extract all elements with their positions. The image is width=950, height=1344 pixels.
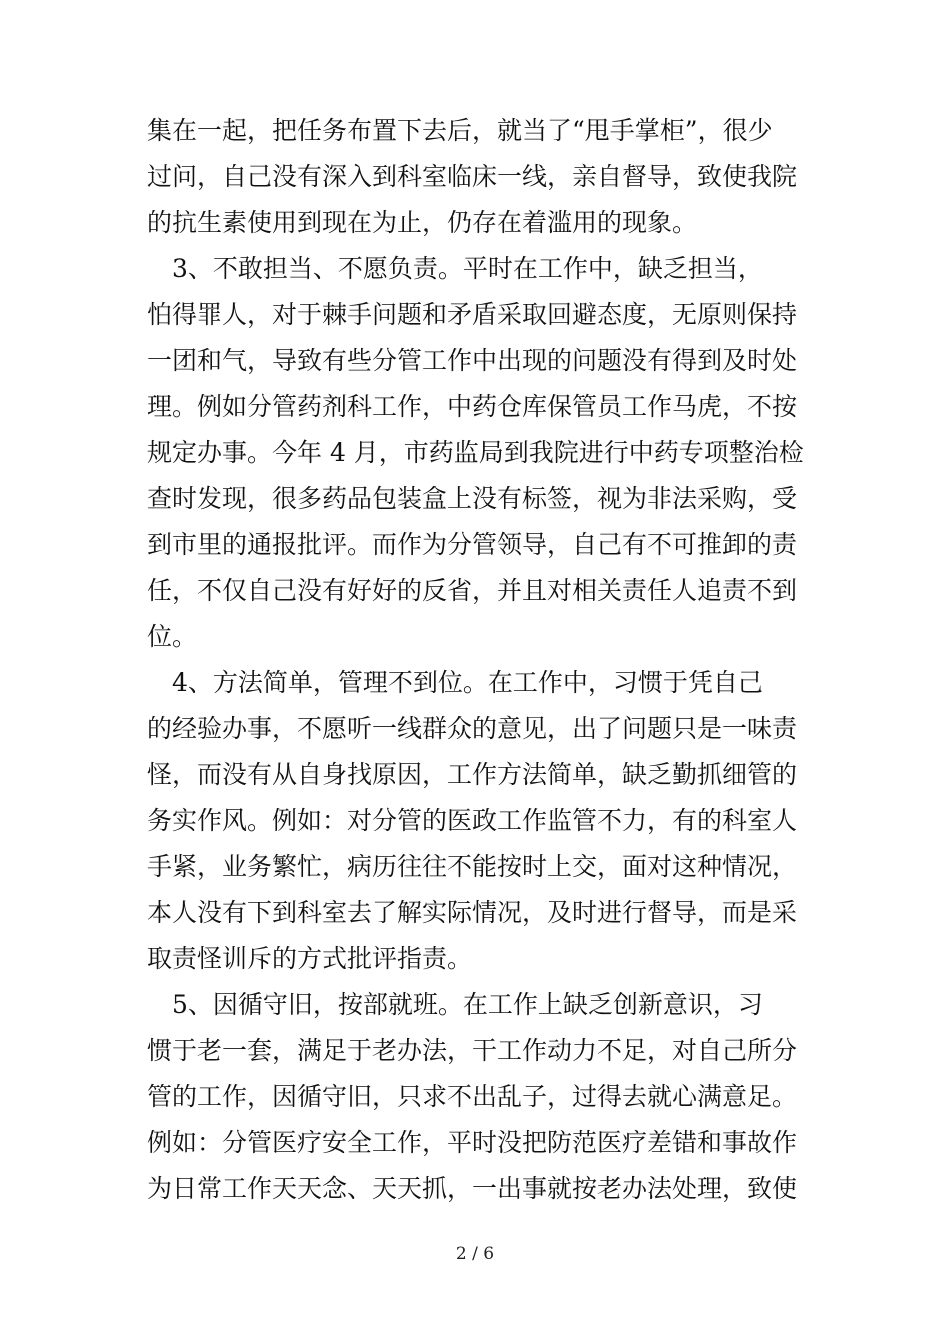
text-line: 务实作风。例如：对分管的医政工作监管不力，有的科室人 [147,806,798,835]
text-line: 的经验办事，不愿听一线群众的意见，出了问题只是一味责 [147,714,798,743]
text-line: 查时发现，很多药品包装盒上没有标签，视为非法采购，受 [147,484,798,513]
text-line: 例如：分管医疗安全工作，平时没把防范医疗差错和事故作 [147,1128,798,1157]
text-line: 任，不仅自己没有好好的反省，并且对相关责任人追责不到 [147,576,798,605]
text-line: 规定办事。今年 4 月，市药监局到我院进行中药专项整治检 [147,438,804,467]
text-line: 4、方法简单，管理不到位。在工作中，习惯于凭自己 [147,668,763,697]
text-line: 到市里的通报批评。而作为分管领导，自己有不可推卸的责 [147,530,798,559]
text-line: 惯于老一套，满足于老办法，干工作动力不足，对自己所分 [147,1036,798,1065]
text-line: 怕得罪人，对于棘手问题和矛盾采取回避态度，无原则保持 [147,300,798,329]
text-line: 取责怪训斥的方式批评指责。 [147,944,473,973]
page-number: 2 / 6 [455,1244,495,1264]
text-line: 的抗生素使用到现在为止，仍存在着滥用的现象。 [147,208,698,237]
text-line: 过问，自己没有深入到科室临床一线，亲自督导，致使我院 [147,162,798,191]
text-line: 本人没有下到科室去了解实际情况，及时进行督导，而是采 [147,898,798,927]
text-line: 5、因循守旧，按部就班。在工作上缺乏创新意识，习 [147,990,763,1019]
text-line: 手紧，业务繁忙，病历往往不能按时上交，面对这种情况， [147,852,798,881]
text-line: 怪，而没有从自身找原因，工作方法简单，缺乏勤抓细管的 [147,760,798,789]
text-line: 一团和气，导致有些分管工作中出现的问题没有得到及时处 [147,346,798,375]
text-line: 集在一起，把任务布置下去后，就当了“甩手掌柜”，很少 [147,116,773,145]
text-line: 为日常工作天天念、天天抓，一出事就按老办法处理，致使 [147,1174,798,1203]
text-line: 理。例如分管药剂科工作，中药仓库保管员工作马虎，不按 [147,392,798,421]
text-line: 管的工作，因循守旧，只求不出乱子，过得去就心满意足。 [147,1082,798,1111]
text-line: 3、不敢担当、不愿负责。平时在工作中，缺乏担当， [147,254,763,283]
document-body [147,108,811,1212]
text-line: 位。 [147,622,198,651]
